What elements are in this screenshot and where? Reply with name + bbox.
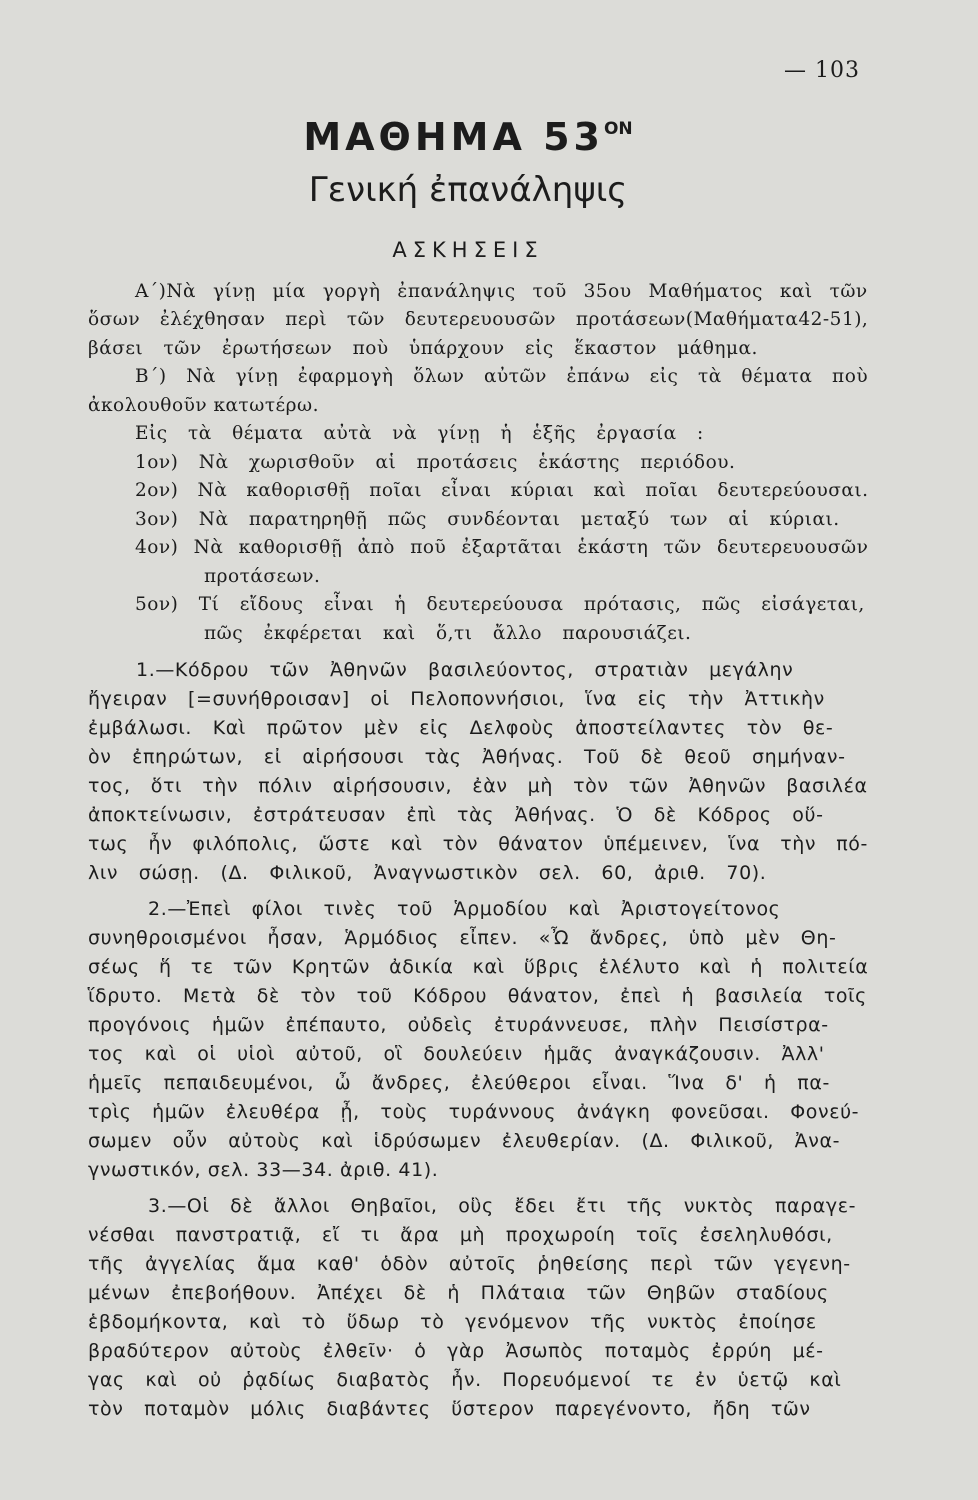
text-line: προγόνοις ἡμῶν ἐπέπαυτο, οὐδεὶς ἐτυράννευσε, πλὴν Πεισίστρα- — [88, 1014, 829, 1036]
text-line: σωμεν οὖν αὐτοὺς καὶ ἱδρύσωμεν ἐλευθερίαν. (Δ. Φιλικοῦ, Ἀνα- — [88, 1130, 841, 1152]
text-line: βραδύτερον αὐτοὺς ἐλθεῖν· ὁ γὰρ Ἀσωπὸς ποταμὸς ἐρρύη μέ- — [88, 1340, 824, 1362]
exercise-line: 1ον) Νὰ χωρισθοῦν αἱ προτάσεις ἑκάστης περιόδου. — [135, 452, 736, 473]
exercise-line: πῶς ἐκφέρεται καὶ ὅ,τι ἄλλο παρουσιάζει. — [204, 623, 692, 644]
lesson-subtitle: Γενική ἐπανάληψις — [308, 170, 628, 210]
text-line: νέσθαι πανστρατιᾷ, εἴ τι ἄρα μὴ προχωροίη τοῖς ἐσεληλυθόσι, — [88, 1224, 833, 1246]
text-line: τως ἦν φιλόπολις, ὥστε καὶ τὸν θάνατον ὑπέμεινεν, ἵνα τὴν πό- — [88, 833, 868, 855]
text-line: σέως ἥ τε τῶν Κρητῶν ἀδικία καὶ ὕβρις ἐλέλυτο καὶ ἡ πολιτεία — [88, 956, 869, 978]
lesson-title-superscript: ΟΝ — [603, 119, 633, 139]
text-line: τος καὶ οἱ υἱοὶ αὐτοῦ, οἳ δουλεύειν ἡμᾶς ἀναγκάζουσιν. Ἀλλ' — [88, 1043, 825, 1065]
exercise-line: 4ον) Νὰ καθορισθῇ ἀπὸ ποῦ ἐξαρτᾶται ἑκάστη τῶν δευτερευουσῶν — [135, 537, 869, 558]
lesson-title — [0, 115, 936, 159]
text-line: συνηθροισμένοι ἦσαν, Ἁρμόδιος εἶπεν. «Ὦ ἄνδρες, ὑπὸ μὲν Θη- — [88, 927, 837, 949]
text-line: ἵδρυτο. Μετὰ δὲ τὸν τοῦ Κόδρου θάνατον, ἐπεὶ ἡ βασιλεία τοῖς — [88, 985, 867, 1007]
text-line: 1.—Κόδρου τῶν Ἀθηνῶν βασιλεύοντος, στρατιὰν μεγάλην — [136, 659, 794, 681]
exercise-line: ἀκολουθοῦν κατωτέρω. — [88, 395, 319, 416]
text-line: μένων ἐπεβοήθουν. Ἀπέχει δὲ ἡ Πλάταια τῶν Θηβῶν σταδίους — [88, 1282, 829, 1304]
text-line: ἤγειραν [=συνήθροισαν] οἱ Πελοποννήσιοι, ἵνα εἰς τὴν Ἀττικὴν — [88, 688, 825, 710]
exercise-line: 2ον) Νὰ καθορισθῇ ποῖαι εἶναι κύριαι καὶ ποῖαι δευτερεύουσαι. — [135, 480, 869, 501]
text-line: γας καὶ οὐ ῥᾳδίως διαβατὸς ἦν. Πορευόμενοί τε ἐν ὑετῷ καὶ — [88, 1369, 842, 1391]
exercise-line: Εἰς τὰ θέματα αὐτὰ νὰ γίνῃ ἡ ἑξῆς ἐργασία : — [135, 423, 704, 444]
text-line: 3.—Οἱ δὲ ἄλλοι Θηβαῖοι, οὓς ἔδει ἔτι τῆς νυκτὸς παραγε- — [148, 1195, 857, 1217]
exercise-line: 5ον) Τί εἴδους εἶναι ἡ δευτερεύουσα πρότασις, πῶς εἰσάγεται, — [135, 594, 865, 615]
exercise-line: προτάσεων. — [204, 566, 321, 587]
text-line: ἀποκτείνωσιν, ἐστράτευσαν ἐπὶ τὰς Ἀθήνας. Ὁ δὲ Κόδρος οὕ- — [88, 804, 824, 826]
text-line: τος, ὅτι τὴν πόλιν αἱρήσουσιν, ἐὰν μὴ τὸν τῶν Ἀθηνῶν βασιλέα — [88, 775, 868, 797]
text-line: τὸν ποταμὸν μόλις διαβάντες ὕστερον παρεγένοντο, ἤδη τῶν — [88, 1398, 811, 1420]
text-line: λιν σώσῃ. (Δ. Φιλικοῦ, Ἀναγνωστικὸν σελ. 60, ἀριθ. 70). — [88, 862, 767, 884]
exercise-line: βάσει τῶν ἐρωτήσεων ποὺ ὑπάρχουν εἰς ἕκαστον μάθημα. — [88, 338, 758, 359]
text-line: ἑβδομήκοντα, καὶ τὸ ὕδωρ τὸ γενόμενον τῆς νυκτὸς ἐποίησε — [88, 1311, 817, 1333]
lesson-title-text: ΜΑΘΗΜΑ 53 — [303, 115, 604, 159]
text-line: γνωστικόν, σελ. 33—34. ἀριθ. 41). — [88, 1159, 439, 1181]
page-number: — 103 — [784, 58, 860, 83]
text-line: ἐμβάλωσι. Καὶ πρῶτον μὲν εἰς Δελφοὺς ἀποστείλαντες τὸν θε- — [88, 717, 834, 739]
exercise-line: ὅσων ἐλέχθησαν περὶ τῶν δευτερευουσῶν προτάσεων(Μαθήματα42-51), — [88, 309, 869, 330]
text-line: τρὶς ἡμῶν ἐλευθέρα ᾖ, τοὺς τυράννους ἀνάγκη φονεῦσαι. Φονεύ- — [88, 1101, 860, 1123]
text-line: ὸν ἐπηρώτων, εἰ αἱρήσουσι τὰς Ἀθήνας. Τοῦ δὲ θεοῦ σημήναν- — [88, 746, 846, 768]
section-heading: ΑΣΚΗΣΕΙΣ — [392, 238, 544, 262]
exercise-line: 3ον) Νὰ παρατηρηθῇ πῶς συνδέονται μεταξύ των αἱ κύριαι. — [135, 509, 840, 530]
text-line: 2.—Ἐπεὶ φίλοι τινὲς τοῦ Ἁρμοδίου καὶ Ἀριστογείτονος — [148, 898, 781, 920]
exercise-line: Β΄) Νὰ γίνῃ ἐφαρμογὴ ὅλων αὐτῶν ἐπάνω εἰς τὰ θέματα ποὺ — [135, 366, 869, 387]
text-line: ἡμεῖς πεπαιδευμένοι, ὦ ἄνδρες, ἐλεύθεροι εἶναι. Ἵνα δ' ἡ πα- — [88, 1072, 830, 1094]
text-line: τῆς ἀγγελίας ἅμα καθ' ὁδὸν αὐτοῖς ῥηθείσης περὶ τῶν γεγενη- — [88, 1253, 851, 1275]
exercise-line: Α΄)Νὰ γίνῃ μία γοργὴ ἐπανάληψις τοῦ 35ου Μαθήματος καὶ τῶν — [135, 281, 868, 302]
